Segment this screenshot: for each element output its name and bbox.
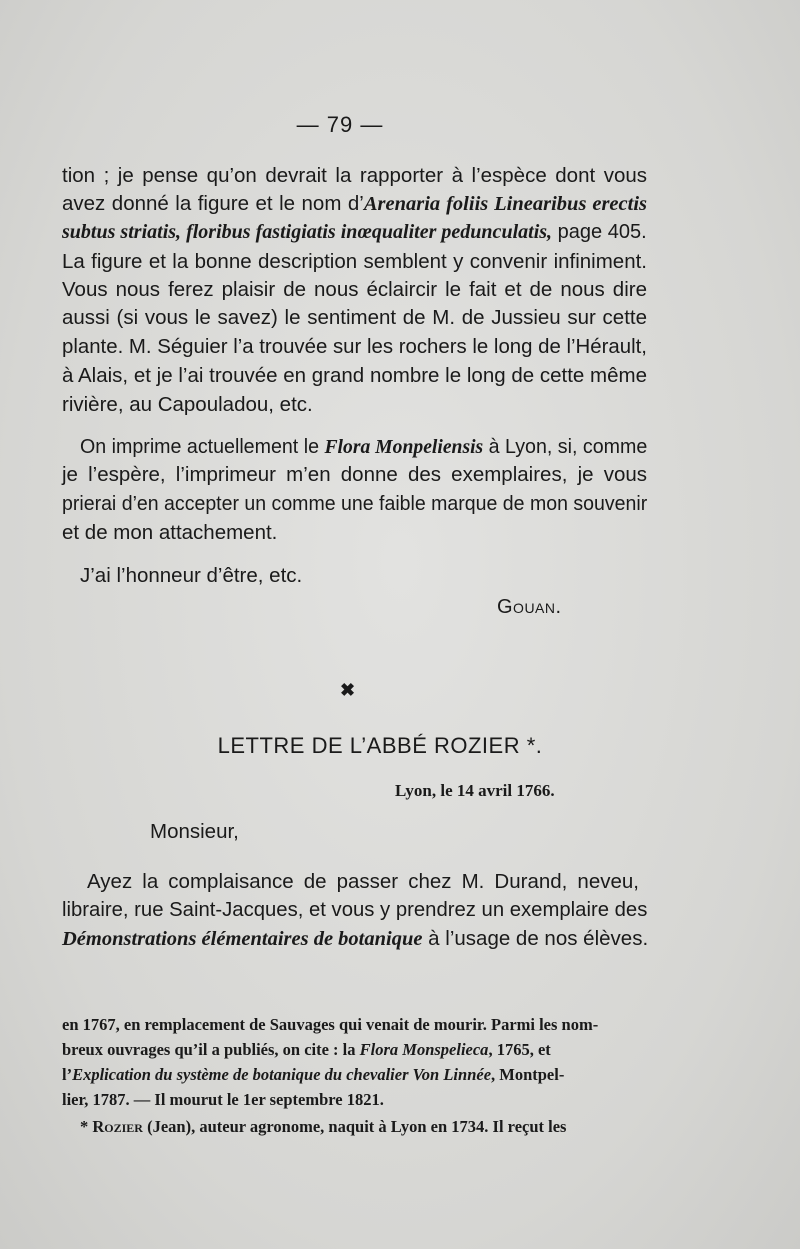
closing-line: J’ai l’honneur d’être, etc.: [80, 564, 303, 587]
body-line-2-text: avez donné la figure et le nom d’: [62, 192, 364, 215]
flora-title: Flora Monpeliensis: [324, 436, 484, 458]
body-line-9: rivière, au Capouladou, etc.: [62, 393, 313, 416]
species-name-cont: subtus striatis, floribus fastigiatis inœqualiter pedunculatis,: [62, 221, 553, 243]
para2-text-b: à Lyon, si, comme: [483, 435, 648, 458]
footnote-line-3: [62, 1062, 640, 1087]
footnote-text-a: breux ouvrages qu’il a publiés, on cite : la: [62, 1040, 360, 1059]
body-line-4: La figure et la bonne description semblent y convenir infiniment.: [62, 250, 647, 273]
footnote-rozier: Rozier: [92, 1117, 143, 1136]
body-line-6: aussi (si vous le savez) le sentiment de M. de Jussieu sur cette: [62, 306, 647, 329]
footnote-star: *: [80, 1117, 93, 1136]
letter-heading-text: LETTRE DE L’ABBÉ ROZIER *.: [217, 733, 543, 758]
body-line-5: Vous nous ferez plaisir de nous éclaircir le fait et de nous dire: [62, 278, 647, 301]
footnote-text-b: , 1765, et: [488, 1040, 551, 1059]
footnote-text-c: l’: [62, 1065, 73, 1084]
letter-date: Lyon, le 14 avril 1766.: [395, 781, 555, 800]
letter-line-2: libraire, rue Saint-Jacques, et vous y prendrez un exemplaire des: [62, 898, 648, 921]
salutation: Monsieur,: [150, 820, 239, 843]
para2-line-1: [80, 433, 647, 461]
footnote-text-e: (Jean), auteur agronome, naquit à Lyon en 1734. Il reçut les: [142, 1117, 567, 1136]
para2-text-a: On imprime actuellement le: [80, 435, 325, 458]
page-number: — 79 —: [296, 112, 384, 137]
footnote-text-d: , Montpel-: [491, 1065, 565, 1084]
page-reference: page 405.: [552, 220, 647, 243]
para2-line-2: je l’espère, l’imprimeur m’en donne des exemplaires, je vous: [62, 463, 647, 486]
body-line-8: à Alais, et je l’ai trouvée en grand nombre le long de cette même: [62, 364, 647, 387]
body-line-3: [62, 218, 647, 246]
letter-heading: [0, 733, 800, 759]
signature: Gouan.: [497, 596, 562, 618]
body-line-2: [62, 190, 647, 218]
letter-line-3-text: à l’usage de nos élèves.: [422, 927, 649, 950]
body-line-7: plante. M. Séguier l’a trouvée sur les rochers le long de l’Hérault,: [62, 335, 647, 358]
book-title: Démonstrations élémentaires de botanique: [62, 928, 423, 950]
section-ornament: ✖: [340, 680, 356, 701]
footnote-explication-title: Explication du système de botanique du chevalier Von Linnée: [72, 1065, 492, 1084]
footnote-line-2: [62, 1037, 640, 1062]
species-name: Arenaria foliis Linearibus erectis: [363, 193, 647, 215]
letter-line-3: [62, 925, 647, 953]
para2-line-4: et de mon attachement.: [62, 521, 278, 544]
para2-line-3: prierai d’en accepter un comme une faible marque de mon souvenir: [62, 492, 648, 515]
footnote-flora-title: Flora Monspelieca: [359, 1040, 489, 1059]
body-line-1: tion ; je pense qu’on devrait la rapporter à l’espèce dont vous: [62, 164, 647, 187]
footnote-line-4: lier, 1787. — Il mourut le 1er septembre 1821.: [62, 1090, 384, 1109]
letter-line-1: Ayez la complaisance de passer chez M. Durand, neveu,: [87, 870, 639, 893]
footnote-line-5: [80, 1114, 640, 1139]
footnote-line-1: en 1767, en remplacement de Sauvages qui venait de mourir. Parmi les nom-: [62, 1015, 599, 1034]
